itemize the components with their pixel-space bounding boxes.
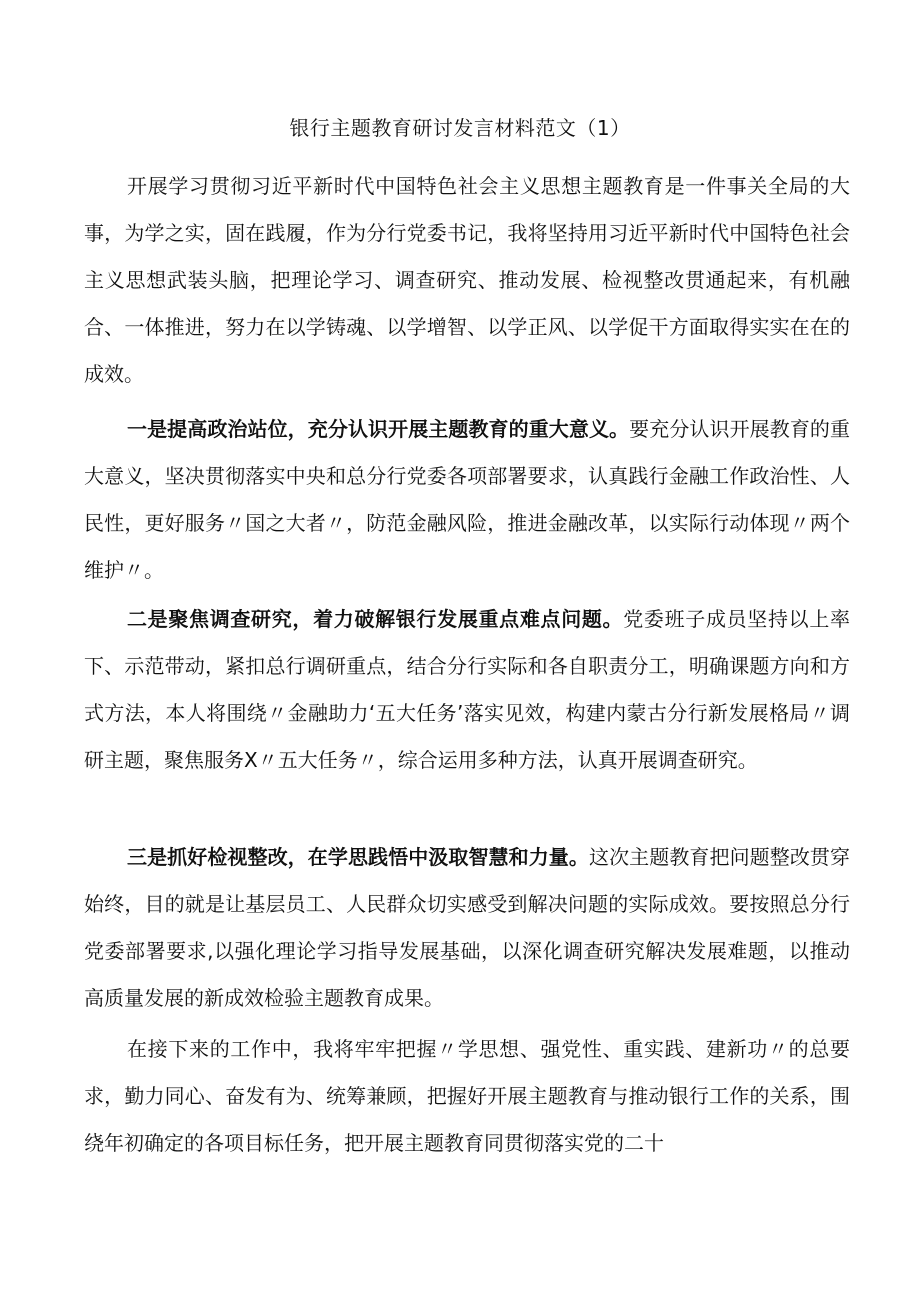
- paragraph-point-three-heading: 三是抓好检视整改，在学思践悟中汲取智慧和力量。: [127, 845, 589, 869]
- paragraph-point-two-heading: 二是聚焦调查研究，着力破解银行发展重点难点问题。: [127, 607, 624, 631]
- paragraph-intro-text: 开展学习贯彻习近平新时代中国特色社会主义思想主题教育是一件事关全局的大事，为学之实，固在践履，作为分行党委书记，我将坚持用习近平新时代中国特色社会主义思想武装头脑，把理论学习、调查研究、推动发展、检视整改贯通起来，有机融合、一体推进，努力在以学铸魂、以学增智、以学正风、以学促干方面取得实实在在的成效。: [84, 174, 850, 386]
- paragraph-point-two-text: 党委班子成员坚持以上率下、示范带动，紧扣总行调研重点，结合分行实际和各自职责分工，明确课题方向和方式方法，本人将围绕〃金融助力‘五大任务’落实见效，构建内蒙古分行新发展格局〃调研主题，聚焦服务X〃五大任务〃，综合运用多种方法，认真开展调查研究。: [84, 607, 851, 772]
- paragraph-point-two: [84, 596, 850, 784]
- paragraph-closing-text: 在接下来的工作中，我将牢牢把握〃学思想、强党性、重实践、建新功〃的总要求，勤力同心、奋发有为、统筹兼顾，把握好开展主题教育与推动银行工作的关系，围绕年初确定的各项目标任务，把开展主题教育同贯彻落实党的二十: [84, 1037, 850, 1155]
- document-title: 银行主题教育研讨发言材料范文（1）: [289, 116, 631, 140]
- paragraph-point-three-text: 这次主题教育把问题整改贯穿始终，目的就是让基层员工、人民群众切实感受到解决问题的实际成效。要按照总分行党委部署要求,以强化理论学习指导发展基础，以深化调查研究解决发展难题，以推动高质量发展的新成效检验主题教育成果。: [84, 845, 851, 1010]
- paragraph-point-one-heading: 一是提高政治站位，充分认识开展主题教育的重大意义。: [127, 417, 630, 441]
- paragraph-intro: [84, 163, 850, 398]
- paragraph-point-one-text: 要充分认识开展教育的重大意义，坚决贯彻落实中央和总分行党委各项部署要求，认真践行金融工作政治性、人民性，更好服务〃国之大者〃，防范金融风险，推进金融改革，以实际行动体现〃两个维护〃。: [84, 417, 851, 582]
- paragraph-point-three: [84, 834, 850, 1022]
- paragraph-point-one: [84, 406, 850, 594]
- paragraph-closing: [84, 1026, 850, 1167]
